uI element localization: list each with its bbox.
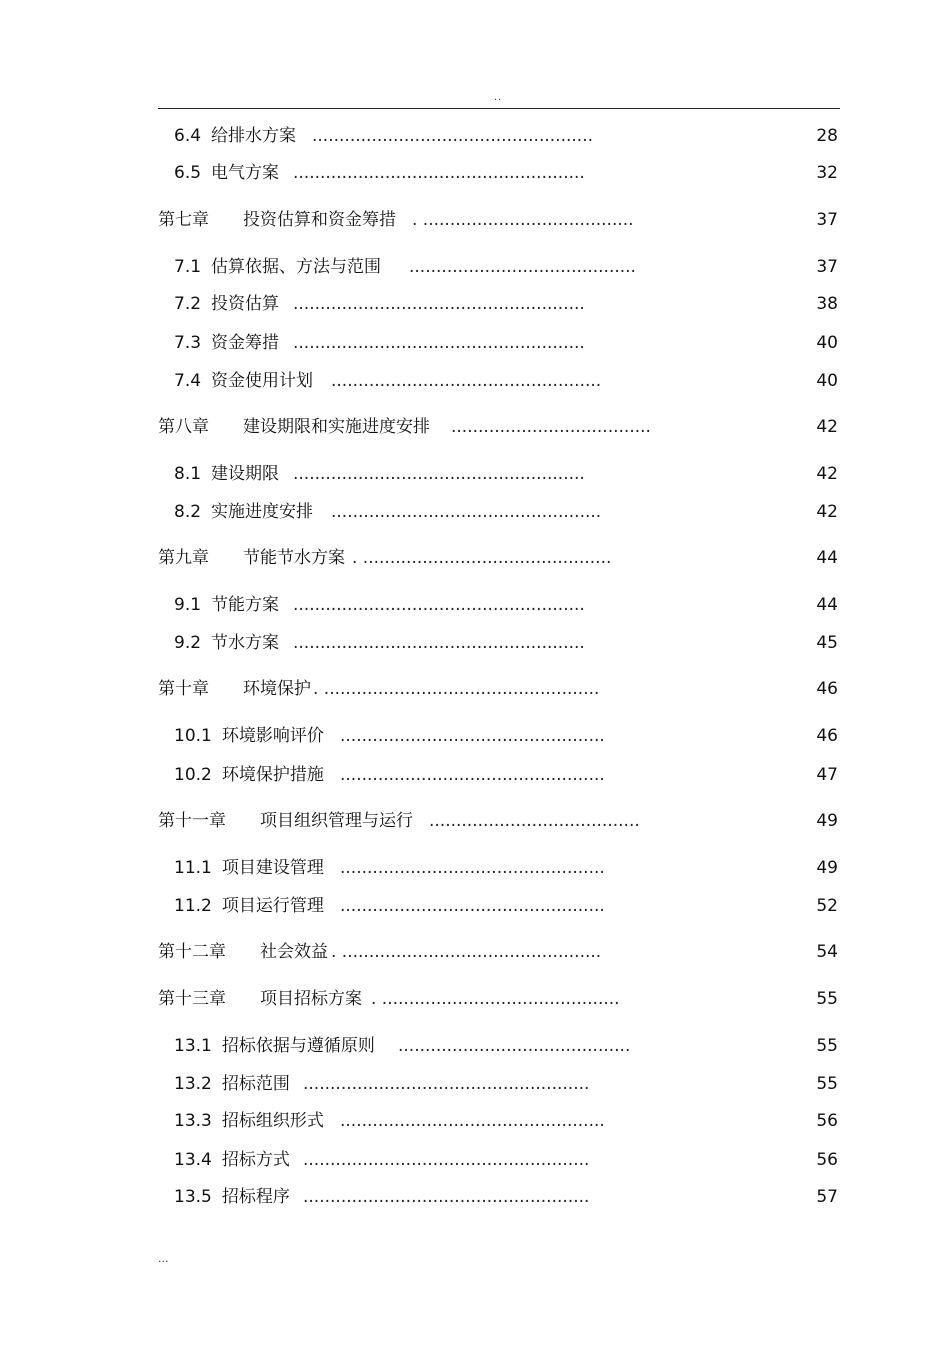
toc-number: 6.4 — [174, 126, 202, 146]
toc-entry — [174, 1148, 290, 1172]
toc-section-row[interactable] — [0, 255, 950, 279]
toc-chapter-row[interactable] — [0, 677, 950, 701]
toc-entry — [174, 724, 324, 748]
toc-page-number: 52 — [816, 896, 838, 916]
toc-page-number: 56 — [816, 1111, 838, 1131]
toc-entry — [174, 1185, 290, 1209]
toc-page-number: 40 — [816, 371, 838, 391]
toc-dot-leader: ...................................................... — [293, 294, 585, 314]
toc-number: 8.2 — [174, 502, 202, 522]
toc-dot-leader: ...................................................... — [293, 633, 585, 653]
toc-number: 7.4 — [174, 371, 202, 391]
toc-title: 环境保护措施 — [221, 765, 324, 785]
toc-section-row[interactable] — [0, 724, 950, 748]
toc-title: 建设期限 — [211, 464, 280, 484]
toc-page-number: 55 — [816, 989, 838, 1009]
toc-title: 资金筹措 — [211, 333, 280, 353]
toc-number: 10.2 — [174, 765, 212, 785]
toc-dot-leader: ................................................. — [340, 726, 605, 746]
toc-dot-leader: .......................................... — [409, 257, 636, 277]
toc-section-row[interactable] — [0, 292, 950, 316]
toc-section-row[interactable] — [0, 462, 950, 486]
toc-dot-leader: . ................................................... — [313, 679, 600, 699]
toc-entry — [174, 894, 324, 918]
toc-section-row[interactable] — [0, 1072, 950, 1096]
toc-page-number: 54 — [816, 942, 838, 962]
toc-number: 13.2 — [174, 1074, 212, 1094]
toc-chapter-row[interactable] — [0, 415, 950, 439]
toc-number: 7.2 — [174, 294, 202, 314]
toc-chapter-row[interactable] — [0, 208, 950, 232]
toc-entry — [174, 631, 279, 655]
toc-page-number: 49 — [816, 858, 838, 878]
toc-entry — [158, 940, 328, 964]
toc-number: 9.2 — [174, 633, 202, 653]
toc-number: 7.1 — [174, 257, 202, 277]
toc-title: 环境保护 — [243, 679, 311, 699]
toc-entry — [174, 500, 313, 524]
toc-number: 第十章 — [158, 679, 209, 699]
toc-entry — [174, 124, 296, 148]
toc-number: 11.1 — [174, 858, 212, 878]
toc-page-number: 42 — [816, 417, 838, 437]
toc-number: 第十三章 — [158, 989, 226, 1009]
toc-page-number: 42 — [816, 464, 838, 484]
toc-dot-leader: ...................................................... — [293, 595, 585, 615]
toc-entry — [174, 369, 313, 393]
toc-number: 10.1 — [174, 726, 212, 746]
toc-section-row[interactable] — [0, 1185, 950, 1209]
toc-page-number: 57 — [816, 1187, 838, 1207]
toc-title: 节能节水方案 — [243, 548, 345, 568]
toc-title: 实施进度安排 — [211, 502, 314, 522]
toc-page-number: 32 — [816, 163, 838, 183]
toc-title: 招标方式 — [221, 1150, 290, 1170]
toc-dot-leader: ..................................... — [451, 417, 651, 437]
toc-section-row[interactable] — [0, 369, 950, 393]
toc-section-row[interactable] — [0, 124, 950, 148]
toc-title: 投资估算 — [211, 294, 280, 314]
toc-entry — [174, 292, 279, 316]
toc-entry — [174, 161, 279, 185]
toc-page-number: 46 — [816, 726, 838, 746]
toc-page-number: 38 — [816, 294, 838, 314]
toc-dot-leader: ..................................................... — [303, 1187, 590, 1207]
toc-entry — [158, 415, 430, 439]
header-mark: .. — [493, 92, 503, 103]
toc-dot-leader: . ....................................... — [412, 210, 634, 230]
toc-dot-leader: .................................................. — [331, 371, 602, 391]
toc-dot-leader: ..................................................... — [303, 1074, 590, 1094]
toc-title: 建设期限和实施进度安排 — [243, 417, 430, 437]
toc-number: 13.5 — [174, 1187, 212, 1207]
toc-dot-leader: ................................................. — [340, 858, 605, 878]
toc-title: 环境影响评价 — [221, 726, 324, 746]
toc-entry — [158, 809, 413, 833]
toc-title: 社会效益 — [260, 942, 328, 962]
toc-section-row[interactable] — [0, 894, 950, 918]
toc-dot-leader: . ................................................ — [331, 942, 602, 962]
toc-page-number: 55 — [816, 1036, 838, 1056]
toc-entry — [174, 1034, 375, 1058]
toc-title: 节能方案 — [211, 595, 280, 615]
toc-dot-leader: ...................................................... — [293, 333, 585, 353]
toc-section-row[interactable] — [0, 1109, 950, 1133]
toc-dot-leader: ........................................... — [398, 1036, 631, 1056]
toc-title: 项目建设管理 — [221, 858, 324, 878]
toc-dot-leader: .................................................. — [331, 502, 602, 522]
toc-page-number: 55 — [816, 1074, 838, 1094]
toc-entry — [158, 987, 362, 1011]
toc-entry — [174, 856, 324, 880]
toc-number: 第十二章 — [158, 942, 226, 962]
toc-page-number: 44 — [816, 595, 838, 615]
toc-page-number: 45 — [816, 633, 838, 653]
toc-section-row[interactable] — [0, 1034, 950, 1058]
toc-chapter-row[interactable] — [0, 987, 950, 1011]
toc-title: 电气方案 — [211, 163, 280, 183]
toc-section-row[interactable] — [0, 593, 950, 617]
toc-page-number: 46 — [816, 679, 838, 699]
toc-title: 招标依据与遵循原则 — [221, 1036, 375, 1056]
toc-number: 13.4 — [174, 1150, 212, 1170]
toc-number: 8.1 — [174, 464, 202, 484]
toc-title: 节水方案 — [211, 633, 280, 653]
toc-entry — [174, 255, 381, 279]
toc-title: 招标程序 — [221, 1187, 290, 1207]
header-divider — [158, 108, 840, 109]
toc-entry — [174, 331, 279, 355]
toc-entry — [174, 593, 279, 617]
toc-number: 13.1 — [174, 1036, 212, 1056]
toc-page-number: 44 — [816, 548, 838, 568]
toc-number: 第八章 — [158, 417, 209, 437]
toc-page-number: 49 — [816, 811, 838, 831]
toc-entry — [158, 208, 396, 232]
toc-number: 13.3 — [174, 1111, 212, 1131]
toc-title: 项目招标方案 — [260, 989, 362, 1009]
toc-dot-leader: . ............................................ — [371, 989, 620, 1009]
toc-dot-leader: ................................................. — [340, 896, 605, 916]
toc-dot-leader: ...................................................... — [293, 163, 585, 183]
toc-dot-leader: ..................................................... — [303, 1150, 590, 1170]
toc-title: 招标范围 — [221, 1074, 290, 1094]
toc-number: 11.2 — [174, 896, 212, 916]
toc-number: 7.3 — [174, 333, 202, 353]
toc-entry — [174, 1109, 324, 1133]
toc-page-number: 56 — [816, 1150, 838, 1170]
toc-dot-leader: ................................................. — [340, 1111, 605, 1131]
toc-title: 投资估算和资金筹措 — [243, 210, 396, 230]
toc-dot-leader: ....................................... — [429, 811, 640, 831]
toc-chapter-row[interactable] — [0, 809, 950, 833]
toc-entry — [158, 546, 345, 570]
toc-dot-leader: . .............................................. — [352, 548, 612, 568]
footer-mark: ... — [158, 1252, 169, 1265]
toc-chapter-row[interactable] — [0, 546, 950, 570]
toc-dot-leader: ...................................................... — [293, 464, 585, 484]
toc-section-row[interactable] — [0, 331, 950, 355]
toc-dot-leader: ................................................. — [340, 765, 605, 785]
toc-title: 资金使用计划 — [211, 371, 314, 391]
toc-section-row[interactable] — [0, 631, 950, 655]
toc-title: 项目组织管理与运行 — [260, 811, 413, 831]
toc-page-number: 47 — [816, 765, 838, 785]
toc-number: 第十一章 — [158, 811, 226, 831]
toc-number: 9.1 — [174, 595, 202, 615]
toc-section-row[interactable] — [0, 161, 950, 185]
toc-number: 第九章 — [158, 548, 209, 568]
toc-title: 招标组织形式 — [221, 1111, 324, 1131]
toc-title: 项目运行管理 — [221, 896, 324, 916]
toc-page-number: 37 — [816, 210, 838, 230]
toc-title: 给排水方案 — [211, 126, 297, 146]
toc-section-row[interactable] — [0, 1148, 950, 1172]
toc-title: 估算依据、方法与范围 — [211, 257, 382, 277]
toc-chapter-row[interactable] — [0, 940, 950, 964]
toc-page-number: 37 — [816, 257, 838, 277]
toc-entry — [174, 462, 279, 486]
toc-page-number: 40 — [816, 333, 838, 353]
toc-section-row[interactable] — [0, 856, 950, 880]
toc-entry — [174, 763, 324, 787]
toc-section-row[interactable] — [0, 500, 950, 524]
toc-number: 6.5 — [174, 163, 202, 183]
toc-dot-leader: .................................................... — [312, 126, 593, 146]
toc-number: 第七章 — [158, 210, 209, 230]
toc-page-number: 28 — [816, 126, 838, 146]
toc-page-number: 42 — [816, 502, 838, 522]
toc-entry — [158, 677, 311, 701]
toc-entry — [174, 1072, 290, 1096]
toc-section-row[interactable] — [0, 763, 950, 787]
